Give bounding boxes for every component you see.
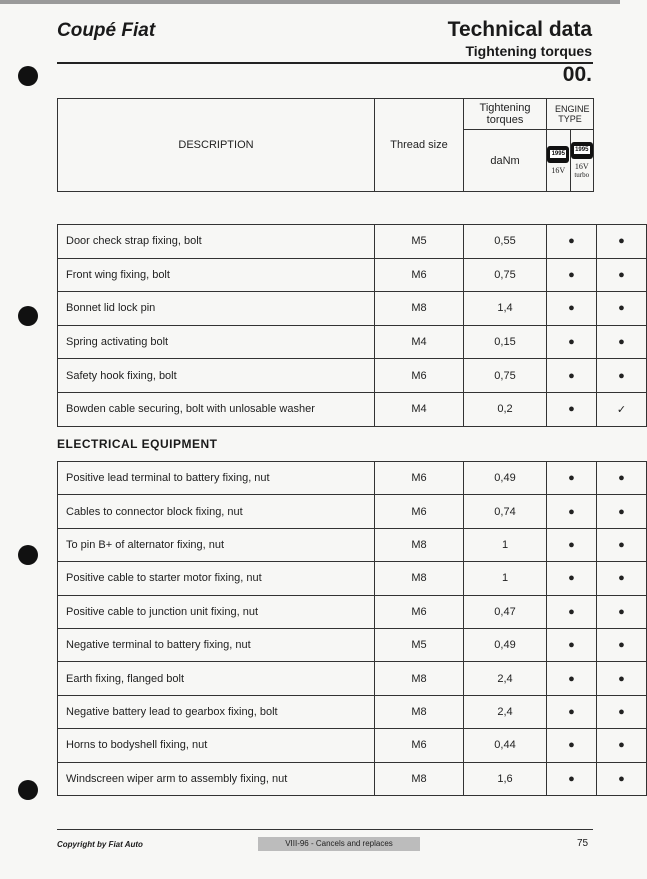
row-description: Safety hook fixing, bolt bbox=[58, 359, 375, 393]
row-description: To pin B+ of alternator fixing, nut bbox=[58, 528, 375, 561]
row-description: Bowden cable securing, bolt with unlosable washer bbox=[58, 392, 375, 426]
table-row bbox=[58, 462, 647, 495]
table-row bbox=[58, 595, 647, 628]
row-engine-16v-turbo: ● bbox=[597, 292, 647, 326]
row-thread-size: M8 bbox=[375, 762, 464, 795]
row-torque: 0,75 bbox=[464, 359, 547, 393]
row-engine-16v-turbo: ● bbox=[597, 462, 647, 495]
row-thread-size: M8 bbox=[375, 528, 464, 561]
row-torque: 0,74 bbox=[464, 495, 547, 528]
engine-icon bbox=[547, 146, 569, 163]
engine-label: 16V bbox=[574, 161, 589, 171]
row-thread-size: M6 bbox=[375, 729, 464, 762]
row-description: Spring activating bolt bbox=[58, 325, 375, 359]
row-description: Cables to connector block fixing, nut bbox=[58, 495, 375, 528]
binder-hole-icon bbox=[18, 780, 38, 800]
top-edge-rule bbox=[0, 0, 620, 4]
table-row bbox=[58, 258, 647, 292]
row-torque: 0,55 bbox=[464, 225, 547, 259]
row-engine-16v-turbo: ● bbox=[597, 695, 647, 728]
row-engine-16v: ● bbox=[547, 729, 597, 762]
row-engine-16v-turbo: ● bbox=[597, 495, 647, 528]
torque-header-line1: Tightening bbox=[479, 102, 531, 114]
engine-type-header: ENGINE TYPE bbox=[547, 99, 594, 130]
row-thread-size: M5 bbox=[375, 628, 464, 661]
row-engine-16v: ● bbox=[547, 562, 597, 595]
column-header-table bbox=[57, 98, 594, 192]
row-torque: 0,15 bbox=[464, 325, 547, 359]
brand-title: Coupé Fiat bbox=[57, 20, 156, 41]
row-thread-size: M8 bbox=[375, 662, 464, 695]
row-thread-size: M6 bbox=[375, 258, 464, 292]
row-engine-16v: ● bbox=[547, 495, 597, 528]
table-row bbox=[58, 628, 647, 661]
row-torque: 0,75 bbox=[464, 258, 547, 292]
row-description: Door check strap fixing, bolt bbox=[58, 225, 375, 259]
engine-label: 16V bbox=[551, 166, 566, 175]
row-thread-size: M6 bbox=[375, 359, 464, 393]
table-row bbox=[58, 662, 647, 695]
table-row bbox=[58, 562, 647, 595]
row-engine-16v: ● bbox=[547, 325, 597, 359]
row-torque: 2,4 bbox=[464, 695, 547, 728]
table-row bbox=[58, 359, 647, 393]
torque-header-line2: torques bbox=[486, 114, 524, 126]
thread-size-header: Thread size bbox=[375, 99, 464, 192]
table-row bbox=[58, 495, 647, 528]
header-rule bbox=[57, 62, 593, 64]
row-torque: 1,4 bbox=[464, 292, 547, 326]
binder-hole-icon bbox=[18, 66, 38, 86]
row-thread-size: M4 bbox=[375, 392, 464, 426]
section-number: 00. bbox=[562, 63, 592, 86]
torque-header bbox=[464, 99, 547, 130]
row-description: Horns to bodyshell fixing, nut bbox=[58, 729, 375, 762]
row-thread-size: M8 bbox=[375, 695, 464, 728]
row-engine-16v-turbo: ● bbox=[597, 628, 647, 661]
row-engine-16v-turbo: ● bbox=[597, 225, 647, 259]
bodywork-torque-table bbox=[57, 224, 647, 427]
row-torque: 1 bbox=[464, 562, 547, 595]
row-torque: 0,47 bbox=[464, 595, 547, 628]
row-engine-16v-turbo: ● bbox=[597, 325, 647, 359]
row-thread-size: M4 bbox=[375, 325, 464, 359]
row-engine-16v: ● bbox=[547, 762, 597, 795]
row-engine-16v: ● bbox=[547, 225, 597, 259]
row-engine-16v: ● bbox=[547, 392, 597, 426]
table-row bbox=[58, 695, 647, 728]
row-description: Windscreen wiper arm to assembly fixing, nut bbox=[58, 762, 375, 795]
table-row bbox=[58, 528, 647, 561]
binder-hole-icon bbox=[18, 545, 38, 565]
row-engine-16v: ● bbox=[547, 695, 597, 728]
row-torque: 0,44 bbox=[464, 729, 547, 762]
engine-16v-column bbox=[547, 130, 571, 192]
row-engine-16v: ● bbox=[547, 292, 597, 326]
torque-unit: daNm bbox=[464, 130, 547, 192]
row-torque: 0,2 bbox=[464, 392, 547, 426]
row-thread-size: M6 bbox=[375, 595, 464, 628]
table-row bbox=[58, 762, 647, 795]
table-row bbox=[58, 325, 647, 359]
row-description: Front wing fixing, bolt bbox=[58, 258, 375, 292]
row-description: Bonnet lid lock pin bbox=[58, 292, 375, 326]
row-engine-16v: ● bbox=[547, 662, 597, 695]
row-engine-16v-turbo: ● bbox=[597, 562, 647, 595]
revision-stamp: VIII-96 - Cancels and replaces bbox=[258, 837, 420, 851]
row-thread-size: M6 bbox=[375, 495, 464, 528]
row-engine-16v-turbo: ● bbox=[597, 528, 647, 561]
row-thread-size: M8 bbox=[375, 562, 464, 595]
row-description: Positive cable to junction unit fixing, nut bbox=[58, 595, 375, 628]
row-thread-size: M6 bbox=[375, 462, 464, 495]
row-engine-16v-turbo: ✓ bbox=[597, 392, 647, 426]
binder-hole-icon bbox=[18, 306, 38, 326]
engine-badge: 1995 bbox=[551, 151, 565, 157]
engine-badge: 1995 bbox=[575, 146, 589, 153]
row-engine-16v-turbo: ● bbox=[597, 729, 647, 762]
row-torque: 2,4 bbox=[464, 662, 547, 695]
engine-label-turbo: turbo bbox=[574, 170, 590, 179]
row-torque: 0,49 bbox=[464, 462, 547, 495]
row-engine-16v: ● bbox=[547, 359, 597, 393]
row-description: Negative battery lead to gearbox fixing, bolt bbox=[58, 695, 375, 728]
row-engine-16v: ● bbox=[547, 595, 597, 628]
row-engine-16v: ● bbox=[547, 628, 597, 661]
row-engine-16v: ● bbox=[547, 462, 597, 495]
page-title: Technical data bbox=[447, 18, 592, 41]
copyright: Copyright by Fiat Auto bbox=[57, 840, 143, 849]
row-torque: 1 bbox=[464, 528, 547, 561]
table-row bbox=[58, 392, 647, 426]
page-number: 75 bbox=[577, 838, 589, 849]
row-engine-16v-turbo: ● bbox=[597, 595, 647, 628]
row-thread-size: M5 bbox=[375, 225, 464, 259]
table-row bbox=[58, 225, 647, 259]
engine-16v-turbo-column bbox=[570, 130, 594, 192]
footer-rule bbox=[57, 829, 593, 830]
row-engine-16v-turbo: ● bbox=[597, 258, 647, 292]
row-torque: 0,49 bbox=[464, 628, 547, 661]
page-subtitle: Tightening torques bbox=[465, 43, 592, 59]
row-engine-16v: ● bbox=[547, 258, 597, 292]
row-engine-16v: ● bbox=[547, 528, 597, 561]
electrical-section-heading: ELECTRICAL EQUIPMENT bbox=[57, 437, 218, 451]
row-engine-16v-turbo: ● bbox=[597, 359, 647, 393]
table-row bbox=[58, 292, 647, 326]
row-description: Positive lead terminal to battery fixing, nut bbox=[58, 462, 375, 495]
electrical-torque-table bbox=[57, 461, 647, 796]
description-header: DESCRIPTION bbox=[58, 99, 375, 192]
row-description: Earth fixing, flanged bolt bbox=[58, 662, 375, 695]
row-torque: 1,6 bbox=[464, 762, 547, 795]
engine-icon bbox=[571, 142, 593, 159]
row-engine-16v-turbo: ● bbox=[597, 662, 647, 695]
row-engine-16v-turbo: ● bbox=[597, 762, 647, 795]
row-thread-size: M8 bbox=[375, 292, 464, 326]
row-description: Negative terminal to battery fixing, nut bbox=[58, 628, 375, 661]
row-description: Positive cable to starter motor fixing, nut bbox=[58, 562, 375, 595]
table-row bbox=[58, 729, 647, 762]
